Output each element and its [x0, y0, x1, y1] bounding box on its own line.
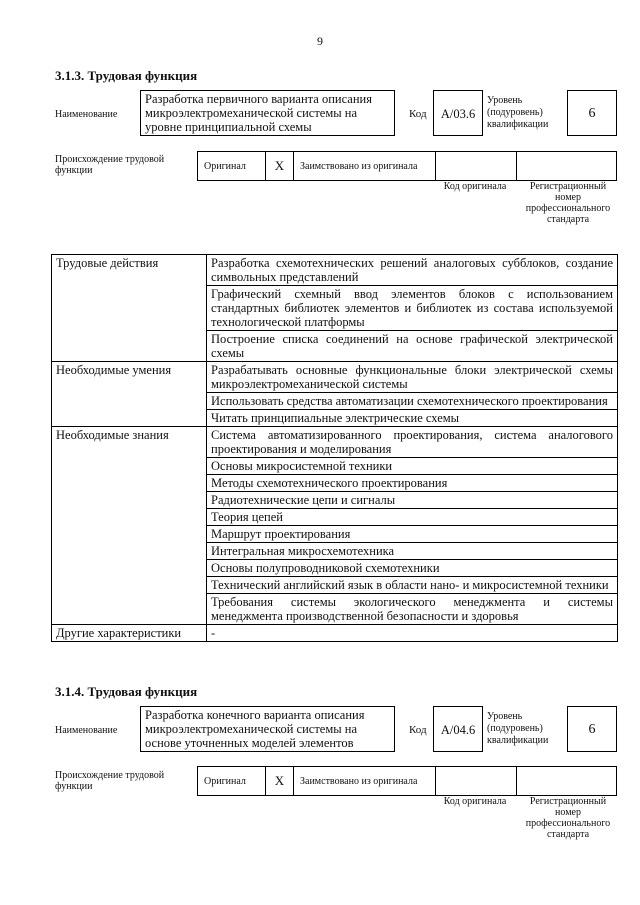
code-original-cell-2	[436, 767, 517, 795]
name-label-2: Наименование	[55, 725, 118, 736]
category-cell	[52, 560, 207, 577]
reg-number-cell	[517, 152, 616, 180]
origin-row-2	[197, 766, 617, 796]
name-label: Наименование	[55, 109, 118, 120]
level-label: Уровень (подуровень) квалификации	[487, 95, 549, 130]
level-value: 6	[567, 90, 617, 136]
table-row	[52, 410, 618, 427]
item-cell: Разрабатывать основные функциональные блоки электрической схемы микроэлектромеханической системы	[207, 362, 618, 393]
item-cell: Интегральная микросхемотехника	[207, 543, 618, 560]
table-row	[52, 458, 618, 475]
category-cell	[52, 509, 207, 526]
category-cell	[52, 577, 207, 594]
section-title: 3.1.3. Трудовая функция	[55, 68, 198, 83]
origin-original-2: Оригинал	[198, 767, 266, 795]
table-row	[52, 331, 618, 362]
code-original-label-2: Код оригинала	[443, 796, 507, 807]
function-name-box-2: Разработка конечного варианта описания микроэлектромеханической системы на основе уточненных моделей элементов	[140, 706, 395, 752]
item-cell: Графический схемный ввод элементов блоков с использованием стандартных библиотек элементов и библиотек из состава используемой технологической платформы	[207, 286, 618, 331]
item-cell: Методы схемотехнического проектирования	[207, 475, 618, 492]
table-row	[52, 594, 618, 625]
reg-number-label-2: Регистрационный номер профессионального стандарта	[525, 796, 611, 840]
origin-label: Происхождение трудовой функции	[55, 154, 165, 176]
function-name-box: Разработка первичного варианта описания микроэлектромеханической системы на уровне принципиальной схемы	[140, 90, 395, 136]
item-cell: Теория цепей	[207, 509, 618, 526]
item-cell: Радиотехнические цепи и сигналы	[207, 492, 618, 509]
category-cell	[52, 458, 207, 475]
code-original-cell	[436, 152, 517, 180]
category-cell	[52, 492, 207, 509]
table-row	[52, 526, 618, 543]
category-cell	[52, 410, 207, 427]
origin-borrowed-2: Заимствовано из оригинала	[294, 767, 436, 795]
code-value-2: А/04.6	[433, 706, 483, 752]
item-cell: Система автоматизированного проектирования, система аналогового проектирования и моделирования	[207, 427, 618, 458]
category-cell	[52, 331, 207, 362]
category-cell	[52, 526, 207, 543]
table-row	[52, 255, 618, 286]
item-cell: Основы микросистемной техники	[207, 458, 618, 475]
table-row	[52, 427, 618, 458]
table-row	[52, 577, 618, 594]
category-cell	[52, 594, 207, 625]
item-cell: Основы полупроводниковой схемотехники	[207, 560, 618, 577]
table-row	[52, 543, 618, 560]
item-cell: Разработка схемотехнических решений аналоговых субблоков, создание символьных представлений	[207, 255, 618, 286]
table-row	[52, 475, 618, 492]
origin-label-2: Происхождение трудовой функции	[55, 770, 165, 792]
category-cell	[52, 543, 207, 560]
table-row	[52, 492, 618, 509]
table-row	[52, 560, 618, 577]
item-cell: Использовать средства автоматизации схемотехнического проектирования	[207, 393, 618, 410]
item-cell: Маршрут проектирования	[207, 526, 618, 543]
competency-table	[51, 254, 618, 642]
item-cell: -	[207, 625, 618, 642]
origin-borrowed: Заимствовано из оригинала	[294, 152, 436, 180]
origin-mark-2: X	[266, 767, 294, 795]
origin-mark: X	[266, 152, 294, 180]
table-row	[52, 362, 618, 393]
reg-number-label: Регистрационный номер профессионального стандарта	[525, 181, 611, 225]
table-row	[52, 393, 618, 410]
reg-number-cell-2	[517, 767, 616, 795]
code-label-2: Код	[409, 724, 427, 736]
category-cell: Трудовые действия	[52, 255, 207, 286]
table-row	[52, 509, 618, 526]
code-label: Код	[409, 108, 427, 120]
item-cell: Построение списка соединений на основе графической электрической схемы	[207, 331, 618, 362]
origin-original: Оригинал	[198, 152, 266, 180]
category-cell: Другие характеристики	[52, 625, 207, 642]
page-number: 9	[317, 34, 323, 48]
table-row	[52, 625, 618, 642]
item-cell: Требования системы экологического менеджмента и системы менеджмента производственной безопасности и здоровья	[207, 594, 618, 625]
section-title-2: 3.1.4. Трудовая функция	[55, 684, 198, 699]
category-cell: Необходимые умения	[52, 362, 207, 393]
code-original-label: Код оригинала	[443, 181, 507, 192]
origin-row	[197, 151, 617, 181]
category-cell	[52, 475, 207, 492]
table-row	[52, 286, 618, 331]
level-label-2: Уровень (подуровень) квалификации	[487, 711, 549, 746]
code-value: А/03.6	[433, 90, 483, 136]
category-cell	[52, 286, 207, 331]
item-cell: Технический английский язык в области нано- и микросистемной техники	[207, 577, 618, 594]
category-cell	[52, 393, 207, 410]
category-cell: Необходимые знания	[52, 427, 207, 458]
item-cell: Читать принципиальные электрические схемы	[207, 410, 618, 427]
level-value-2: 6	[567, 706, 617, 752]
